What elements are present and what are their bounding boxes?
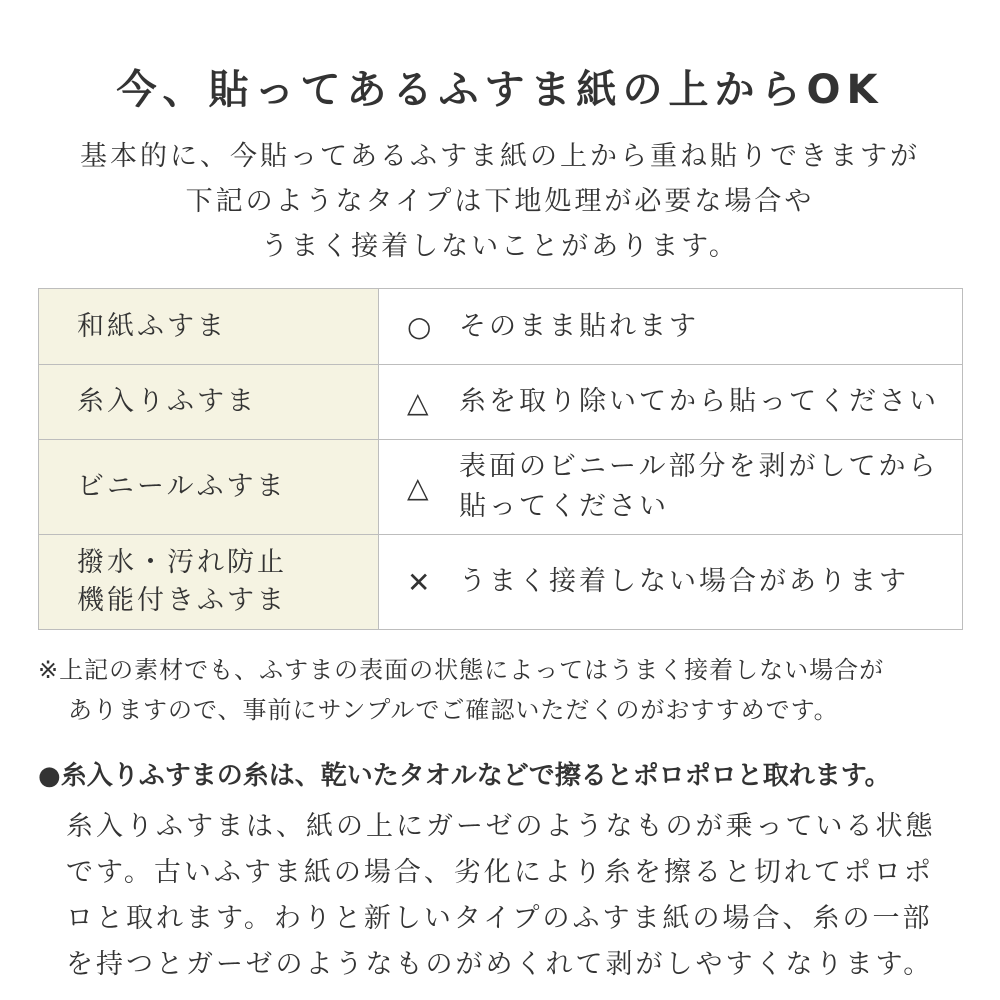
cross-icon: ✕ — [407, 565, 434, 599]
intro-line: 下記のようなタイプは下地処理が必要な場合や — [185, 186, 815, 217]
table-row — [39, 535, 963, 630]
intro-line: 基本的に、今貼ってあるふすま紙の上から重ね貼りできますが — [80, 141, 920, 172]
type-cell — [39, 289, 379, 365]
triangle-icon: △ — [407, 470, 432, 504]
result-text: そのまま貼れます — [459, 310, 699, 342]
table-row — [39, 440, 963, 535]
bullet-icon: ● — [38, 761, 61, 791]
body-line: 糸入りふすまは、紙の上にガーゼのようなものが乗っている状態 — [66, 811, 936, 842]
type-cell — [39, 535, 379, 630]
result-cell — [379, 535, 963, 630]
triangle-icon: △ — [407, 385, 432, 419]
result-text: 糸を取り除いてから貼ってください — [459, 386, 939, 417]
result-text: うまく接着しない場合があります — [459, 566, 909, 597]
type-label: 撥水・汚れ防止 — [77, 547, 287, 578]
section-body — [66, 804, 966, 988]
footnote — [38, 650, 968, 730]
result-text: 貼ってください — [459, 491, 669, 522]
fusuma-type-table — [38, 288, 963, 630]
result-text: 表面のビニール部分を剥がしてから — [459, 451, 939, 482]
type-cell — [39, 365, 379, 440]
footnote-line: ※上記の素材でも、ふすまの表面の状態によってはうまく接着しない場合が — [38, 656, 885, 684]
type-cell — [39, 440, 379, 535]
result-cell — [379, 289, 963, 365]
type-label: ビニールふすま — [77, 471, 287, 502]
section-heading-text: 糸入りふすまの糸は、乾いたタオルなどで擦るとポロポロと取れます。 — [60, 761, 891, 791]
page-title: 今、貼ってあるふすま紙の上からOK — [116, 67, 884, 113]
intro-text — [0, 134, 1000, 269]
circle-icon: ○ — [407, 310, 435, 343]
type-label: 機能付きふすま — [77, 585, 287, 616]
body-line: を持つとガーゼのようなものがめくれて剥がしやすくなります。 — [66, 949, 934, 980]
table-row — [39, 365, 963, 440]
type-label: 糸入りふすま — [77, 386, 257, 417]
type-label: 和紙ふすま — [77, 310, 227, 342]
table-row — [39, 289, 963, 365]
section-heading — [38, 755, 978, 792]
footnote-line: ありますので、事前にサンプルでご確認いただくのがおすすめです。 — [68, 696, 839, 724]
result-cell — [379, 440, 963, 535]
intro-line: うまく接着しないことがあります。 — [261, 231, 739, 262]
body-line: ロと取れます。わりと新しいタイプのふすま紙の場合、糸の一部 — [66, 903, 933, 934]
result-cell — [379, 365, 963, 440]
body-line: です。古いふすま紙の場合、劣化により糸を擦ると切れてポロポ — [66, 857, 934, 888]
